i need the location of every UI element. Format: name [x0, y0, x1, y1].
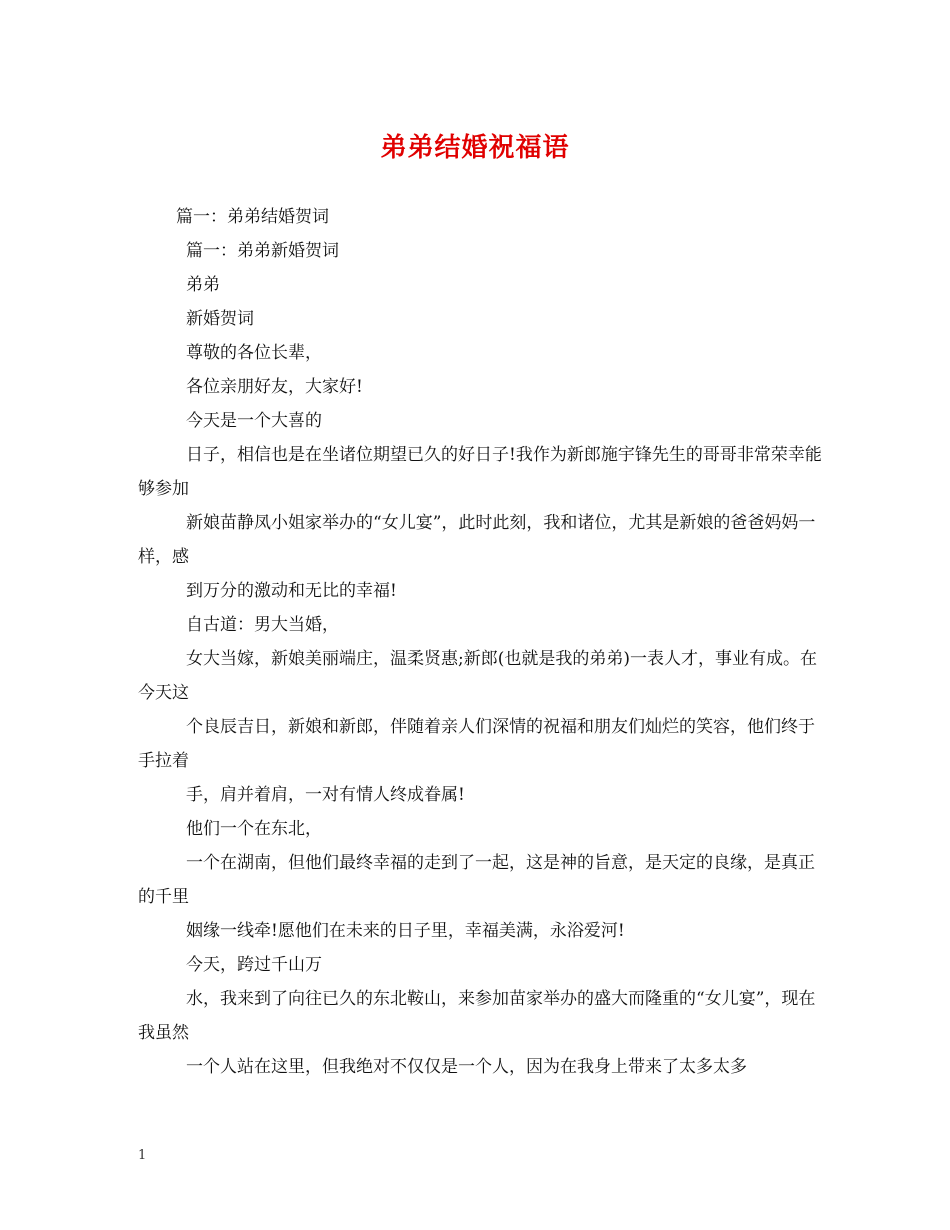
paragraph: 尊敬的各位长辈，: [186, 343, 322, 363]
paragraph: 一个在湖南，但他们最终幸福的走到了一起，这是神的旨意，是天定的良缘，是真正的千里: [138, 853, 815, 907]
paragraph: 日子，相信也是在坐诸位期望已久的好日子!我作为新郎施宇锋先生的哥哥非常荣幸能够参加: [138, 445, 822, 499]
paragraph: 篇一：弟弟新婚贺词: [186, 241, 339, 261]
paragraph: 弟弟: [186, 275, 220, 295]
paragraph: 到万分的激动和无比的幸福!: [186, 581, 397, 601]
paragraph: 篇一：弟弟结婚贺词: [176, 207, 329, 227]
page-number: 1: [138, 1148, 147, 1163]
paragraph: 姻缘一线牵!愿他们在未来的日子里，幸福美满，永浴爱河!: [186, 921, 625, 941]
paragraph: 今天，跨过千山万: [186, 955, 322, 975]
paragraph: 新娘苗静凤小姐家举办的“女儿宴”，此时此刻，我和诸位，尤其是新娘的爸爸妈妈一样，感: [138, 513, 816, 567]
paragraph: 今天是一个大喜的: [186, 411, 322, 431]
paragraph: 手，肩并着肩，一对有情人终成眷属!: [186, 785, 465, 805]
paragraph: 新婚贺词: [186, 309, 254, 329]
paragraph: 一个人站在这里，但我绝对不仅仅是一个人，因为在我身上带来了太多太多: [186, 1057, 747, 1077]
paragraph: 女大当嫁，新娘美丽端庄，温柔贤惠;新郎(也就是我的弟弟)一表人才，事业有成。在今天这: [138, 649, 817, 703]
paragraph: 他们一个在东北，: [186, 819, 322, 839]
paragraph: 自古道：男大当婚，: [186, 615, 339, 635]
document-title: 弟弟结婚祝福语: [380, 133, 570, 163]
document-body: [138, 200, 828, 1084]
paragraph: 各位亲朋好友，大家好!: [186, 377, 363, 397]
paragraph: 个良辰吉日，新娘和新郎，伴随着亲人们深情的祝福和朋友们灿烂的笑容，他们终于手拉着: [138, 717, 815, 771]
paragraph: 水，我来到了向往已久的东北鞍山，来参加苗家举办的盛大而隆重的“女儿宴”，现在我虽然: [138, 989, 816, 1043]
